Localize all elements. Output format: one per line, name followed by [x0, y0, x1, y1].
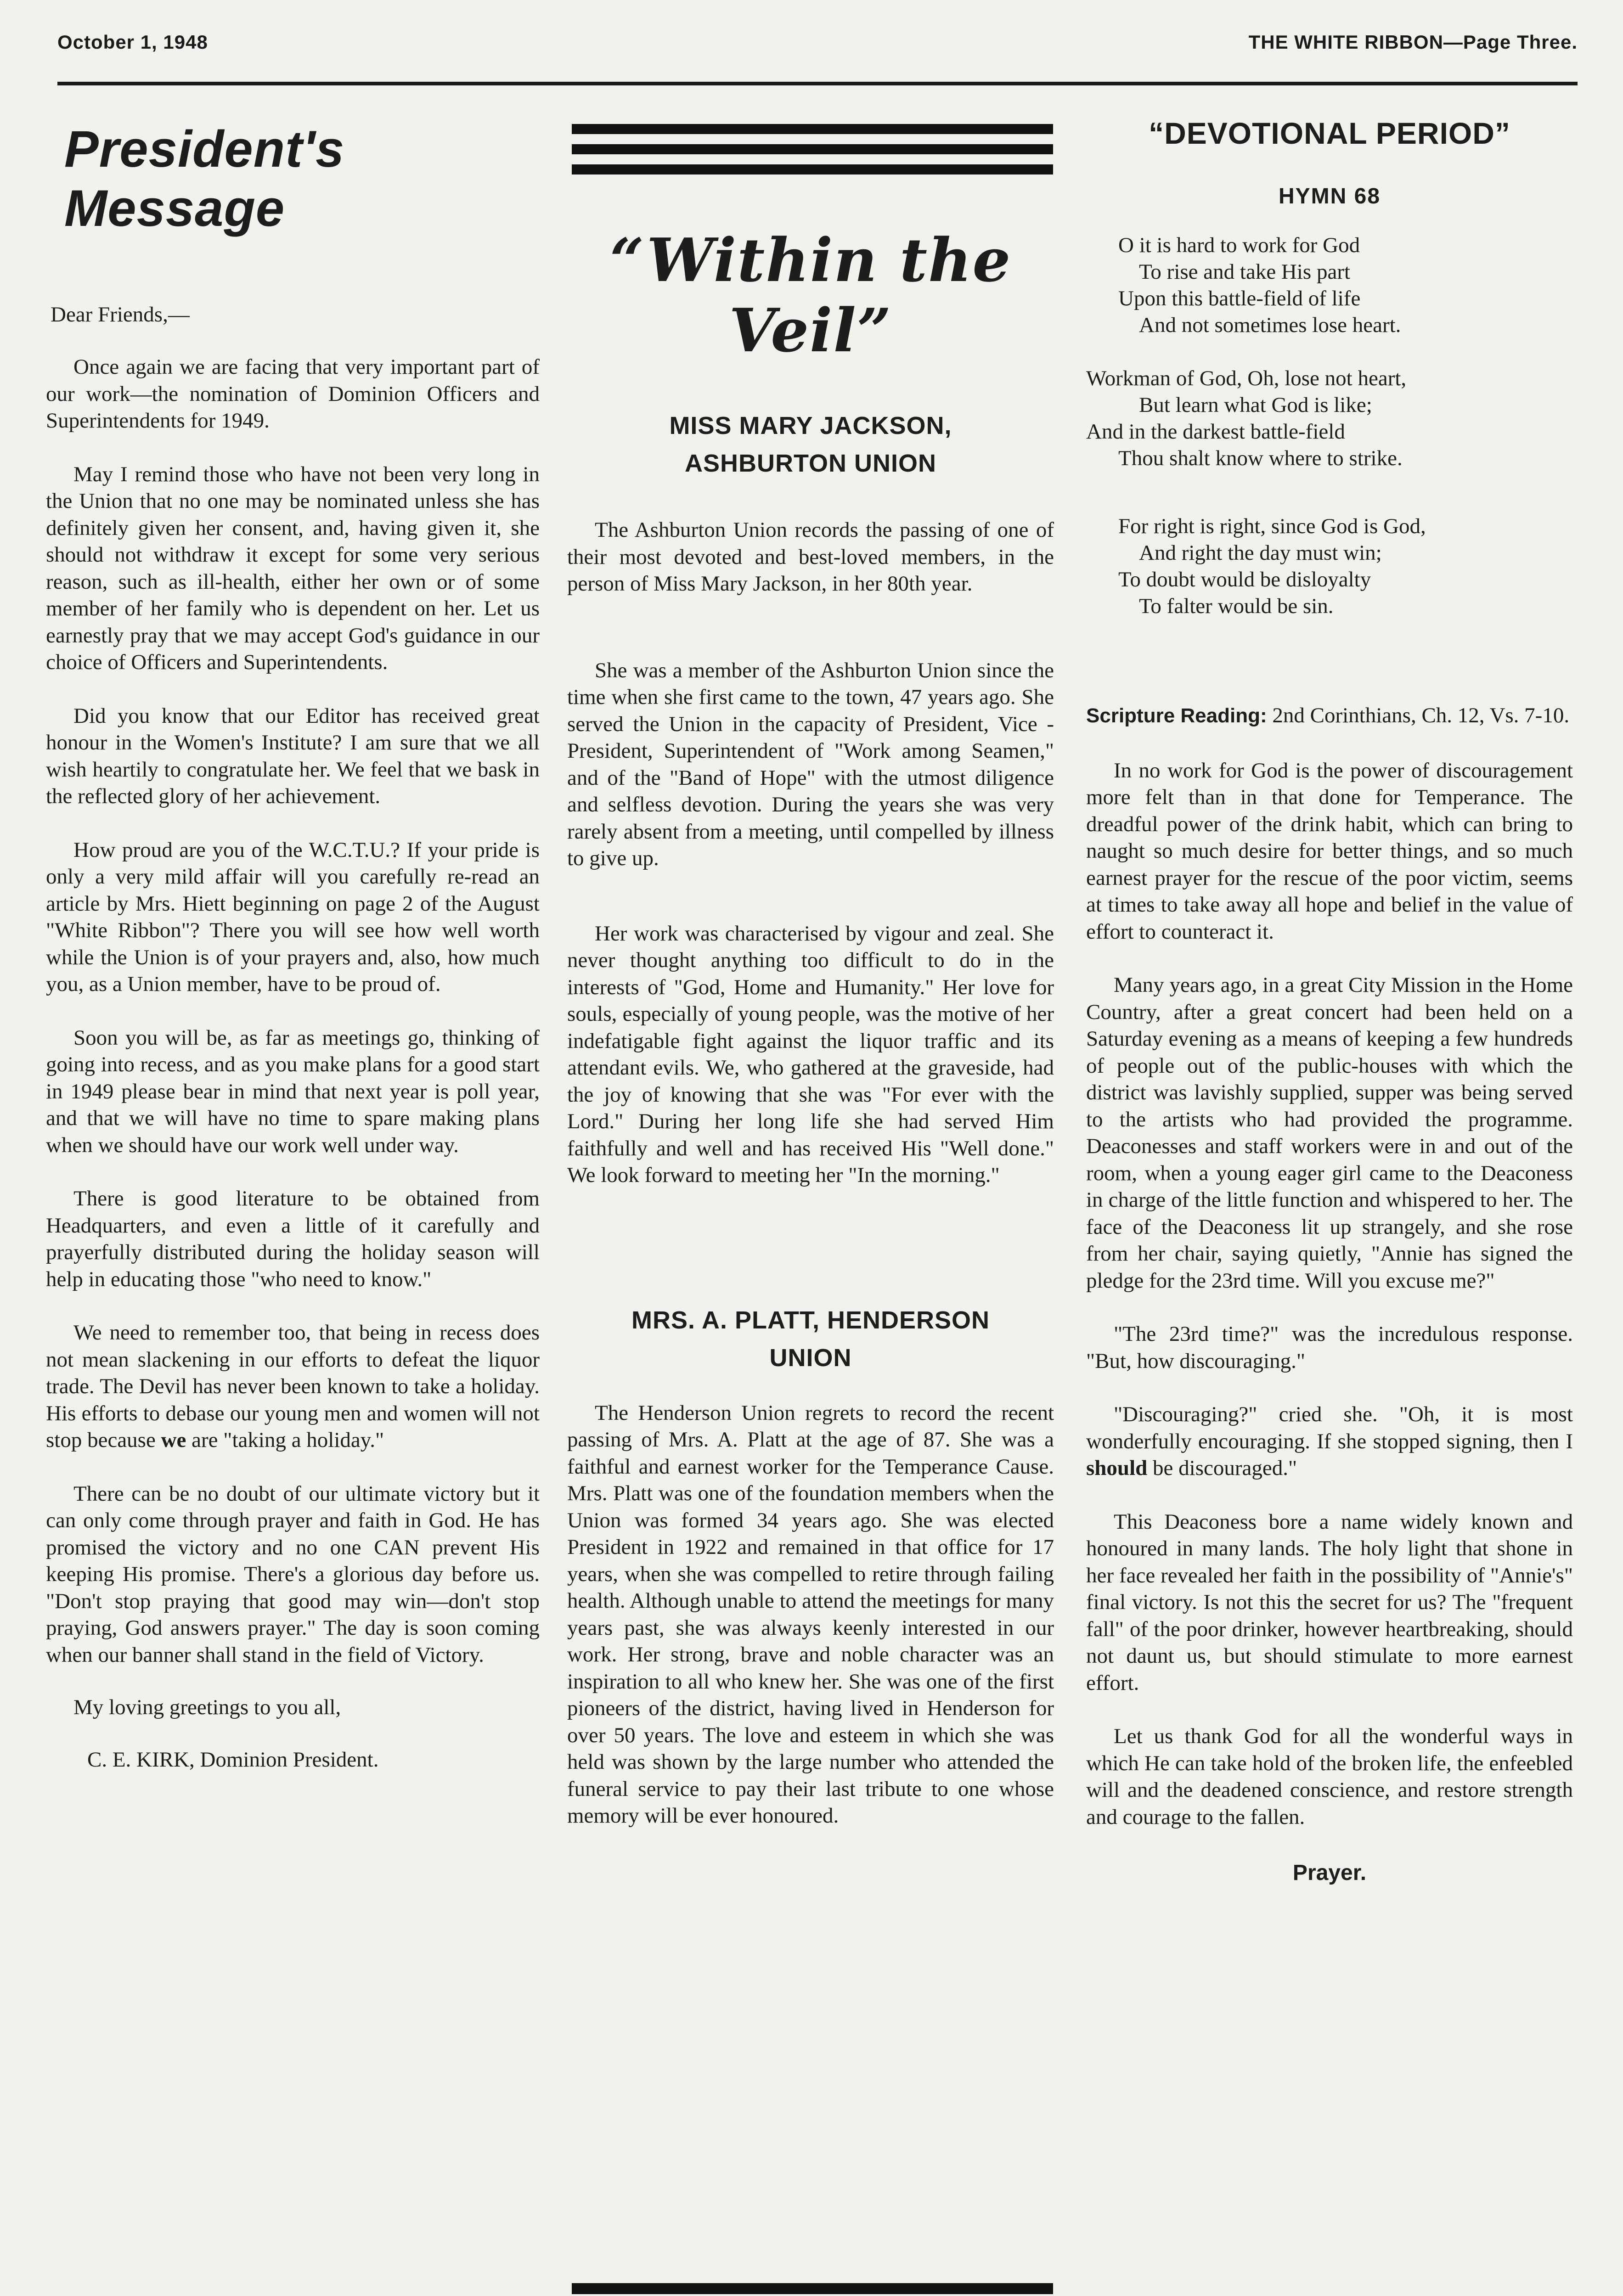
paragraph: The Henderson Union regrets to record the recent passing of Mrs. A. Platt at the age of 87. She was a faithful and earnest worker for the Temperance Cause. Mrs. Platt was one of the foundation members when the Union was formed 34 years ago. She was elected President in 1922 and remained in that office for 17 years, when she was compelled to retire through failing health. Although unable to attend the meetings for many years past, she was always keenly interested in our work. Her strong, brave and noble character was an inspiration to all who knew her. She was one of the first pioneers of the district, having lived in Henderson for over 50 years. The love and esteem in which she was held was shown by the large number who attended the funeral service to pay their last tribute to one whose memory will be ever honoured. — [567, 1401, 1054, 1828]
scripture-label: Scripture Reading: — [1086, 704, 1267, 727]
salutation: Dear Friends,— — [51, 303, 190, 326]
paragraph: Soon you will be, as far as meetings go, thinking of going into recess, and as you make plans for a good start in 1949 please bear in mind that next year is poll year, and that we will have no time to spare making plans when we should have our work well under way. — [46, 1025, 540, 1157]
closing-greeting: My loving greetings to you all, — [73, 1695, 341, 1719]
emphasis: we — [161, 1428, 186, 1452]
paragraph: Did you know that our Editor has received great honour in the Women's Institute? I am sure that we all wish heartily to congratulate her. We feel that we bask in the reflected glory of her achievement. — [46, 703, 540, 808]
rule-bar — [572, 2283, 1053, 2294]
obituary-heading-platt: MRS. A. PLATT, HENDERSON UNION — [631, 1306, 990, 1372]
paragraph: We need to remember too, that being in recess does not mean slackening in our efforts to defeat the liquor trade. The Devil has never been known to take a holiday. His efforts to debase our young men and women will not stop because we are "taking a holiday." — [46, 1321, 540, 1452]
hymn-stanza: O it is hard to work for God To rise and take His part Upon this battle-field of life And not sometimes lose heart. — [1118, 233, 1401, 337]
bottom-rule-bars — [572, 2283, 1053, 2296]
paragraph: May I remind those who have not been very long in the Union that no one may be nominated unless she has definitely given her consent, and, having given it, she should not withdraw it except for some very serious reason, such as ill-health, either her own or of some member of her family who is dependent on her. Let us earnestly pray that we may accept God's guidance in our choice of Officers and Superintendents. — [46, 462, 540, 674]
signature: C. E. KIRK, Dominion President. — [87, 1748, 379, 1772]
hymn-stanza: For right is right, since God is God, And right the day must win; To doubt would be disloyalty To falter would be sin. — [1118, 514, 1426, 618]
emphasis: should — [1086, 1456, 1148, 1480]
obituary-heading-jackson: MISS MARY JACKSON, ASHBURTON UNION — [669, 412, 952, 477]
rule-bar — [572, 164, 1053, 174]
rule-bar — [572, 144, 1053, 154]
paragraph: Let us thank God for all the wonderful ways in which He can take hold of the broken life, the enfeebled will and the deadened conscience, and restore strength and courage to the fallen. — [1086, 1724, 1573, 1829]
paragraph: This Deaconess bore a name widely known and honoured in many lands. The holy light that shone in her face revealed her faith in the possibility of "Annie's" final victory. Is not this the secret for us? The "frequent fall" of the poor drinker, however heartbreaking, should not daunt us, but should stimulate to more earnest effort. — [1086, 1509, 1573, 1695]
page-label: THE WHITE RIBBON—Page Three. — [1248, 31, 1578, 53]
hymn-number: HYMN 68 — [1278, 184, 1381, 208]
obituary-body-jackson — [567, 517, 1054, 1189]
paragraph: She was a member of the Ashburton Union since the time when she first came to the town, 47 years ago. She served the Union in the capacity of President, Vice - President, Superintendent of "Work among Seamen," and of the "Band of Hope" with the utmost diligence and selfless devotion. During the years she was very rarely absent from a meeting, until compelled by illness to give up. — [567, 658, 1054, 870]
paragraph: There is good literature to be obtained from Headquarters, and even a little of it carefully and prayerfully distributed during the holiday season will help in educating those "who need to know." — [46, 1187, 540, 1291]
header-rule — [57, 82, 1578, 85]
paragraph: The Ashburton Union records the passing of one of their most devoted and best-loved members, in the person of Miss Mary Jackson, in her 80th year. — [567, 518, 1054, 596]
devotional-period-column — [1086, 106, 1573, 1885]
top-rule-bars — [572, 124, 1053, 174]
obituary-body-platt — [567, 1400, 1054, 1829]
paragraph: In no work for God is the power of discouragement more felt than in that done for Temperance. The dreadful power of the drink habit, which can bring to naught so much desire for better things, and so much earnest prayer for the rescue of the poor victim, seems at times to take away all hope and belief in the value of effort to counteract it. — [1086, 758, 1573, 944]
paragraph: "The 23rd time?" was the incredulous response. "But, how discouraging." — [1086, 1322, 1573, 1373]
issue-date: October 1, 1948 — [57, 31, 208, 53]
paragraph: "Discouraging?" cried she. "Oh, it is most wonderfully encouraging. If she stopped signing, then I should be discouraged." — [1086, 1402, 1573, 1480]
paragraph: Many years ago, in a great City Mission in the Home Country, after a great concert had been held on a Saturday evening as a means of keeping a few hundreds of people out of the public-houses with which the district was lavishly supplied, supper was being served to the artists who had provided the programme. Deaconesses and staff workers were in and out of the room, when a young eager girl came to the Deaconess in charge of the little function and whispered to her. The face of the Deaconess lit up strangely, and she rose from her chair, saying quietly, "Annie has signed the pledge for the 23rd time. Will you excuse me?" — [1086, 973, 1573, 1293]
page-header — [57, 31, 1578, 63]
prayer-label: Prayer. — [1292, 1861, 1367, 1885]
devotional-title: “DEVOTIONAL PERIOD” — [1149, 116, 1510, 150]
president-message-title: President's Message — [64, 120, 345, 237]
paragraph: Her work was characterised by vigour and zeal. She never thought anything too difficult to do in the interests of "God, Home and Humanity." Her love for souls, especially of young people, was the motive of her indefatigable fight against the liquor traffic and its attendant evils. We, who gathered at the graveside, had the joy of knowing that she was "For ever with the Lord." During her long life she had served Him faithfully and well and has received His "Well done." We look forward to meeting her "In the morning." — [567, 921, 1054, 1187]
rule-bar — [572, 124, 1053, 134]
paragraph: Once again we are facing that very important part of our work—the nomination of Dominion Officers and Superintendents for 1949. — [46, 355, 540, 433]
paragraph: How proud are you of the W.C.T.U.? If your pride is only a very mild affair will you carefully re-read an article by Mrs. Hiett beginning on page 2 of the August "White Ribbon"? There you will see how well worth while the Union is of your prayers and, also, how much you, as a Union member, have to be proud of. — [46, 838, 540, 996]
scripture-reading: Scripture Reading: 2nd Corinthians, Ch. 12, Vs. 7-10. — [1086, 703, 1570, 727]
hymn-stanza: Workman of God, Oh, lose not heart, But learn what God is like; And in the darkest battle-field Thou shalt know where to strike. — [1086, 366, 1407, 470]
paragraph: There can be no doubt of our ultimate victory but it can only come through prayer and faith in God. He has promised the victory and no one CAN prevent His keeping His promise. There's a glorious day before us. "Don't stop praying that good may win—don't stop praying, God answers prayer." The day is soon coming when our banner shall stand in the field of Victory. — [46, 1481, 540, 1667]
within-the-veil-column — [567, 106, 1054, 1856]
president-message-column — [46, 106, 540, 1772]
within-the-veil-title: “Within the Veil” — [609, 225, 1012, 366]
